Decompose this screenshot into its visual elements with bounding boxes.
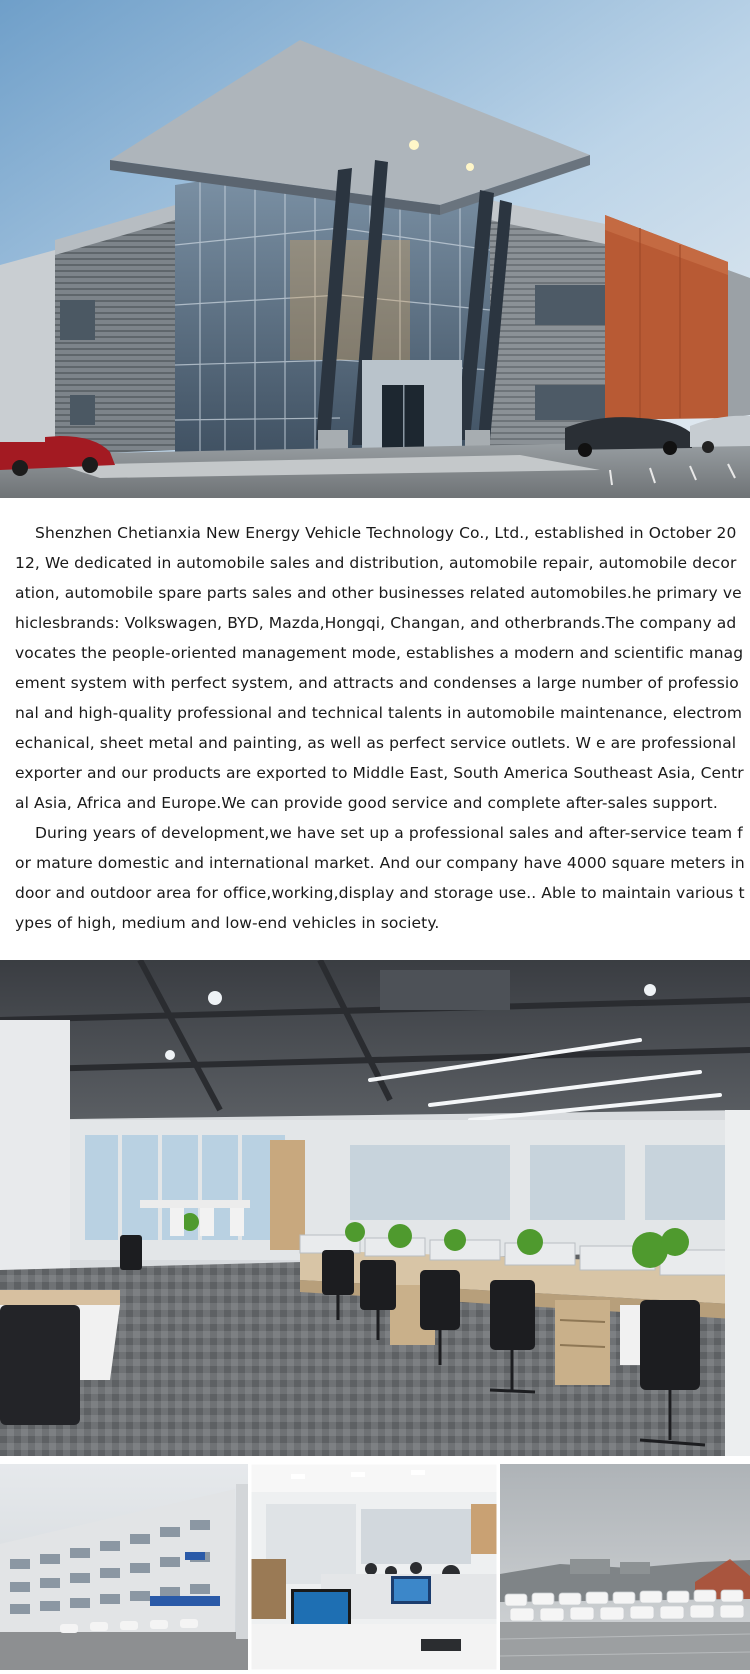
photo-gallery	[0, 1464, 750, 1674]
open-plan-office-photo	[0, 960, 750, 1460]
vehicle-storage-yard-photo	[500, 1464, 750, 1670]
description-paragraph: During years of development,we have set up a professional sales and after-service team for mature domestic and international market. And our company have 4000 square meters indoor and outdoor area for office,working,display and storage use.. Able to maintain various types of high, medium and low-end vehicles in society.	[15, 824, 745, 932]
description-paragraph: Shenzhen Chetianxia New Energy Vehicle Technology Co., Ltd., established in October 2012, We dedicated in automobile sales and distribution, automobile repair, automobile decoration, automobile spare parts sales and other businesses related automobiles.he primary vehiclesbrands: Volkswagen, BYD, Mazda,Hongqi, Changan, and otherbrands.The company advocates the people-oriented management mode, establishes a modern and scientific management system with perfect system, and attracts and condenses a large number of professional and high-quality professional and technical talents in automobile maintenance, electromechanical, sheet metal and painting, as well as perfect service outlets. W e are professional exporter and our products are exported to Middle East, South America Southeast Asia, Central Asia, Africa and Europe.We can provide good service and complete after-sales support.	[15, 524, 744, 812]
company-building-photo	[0, 0, 750, 503]
reception-office-photo	[251, 1464, 497, 1670]
company-description	[15, 518, 745, 938]
factory-building-photo	[0, 1464, 248, 1670]
